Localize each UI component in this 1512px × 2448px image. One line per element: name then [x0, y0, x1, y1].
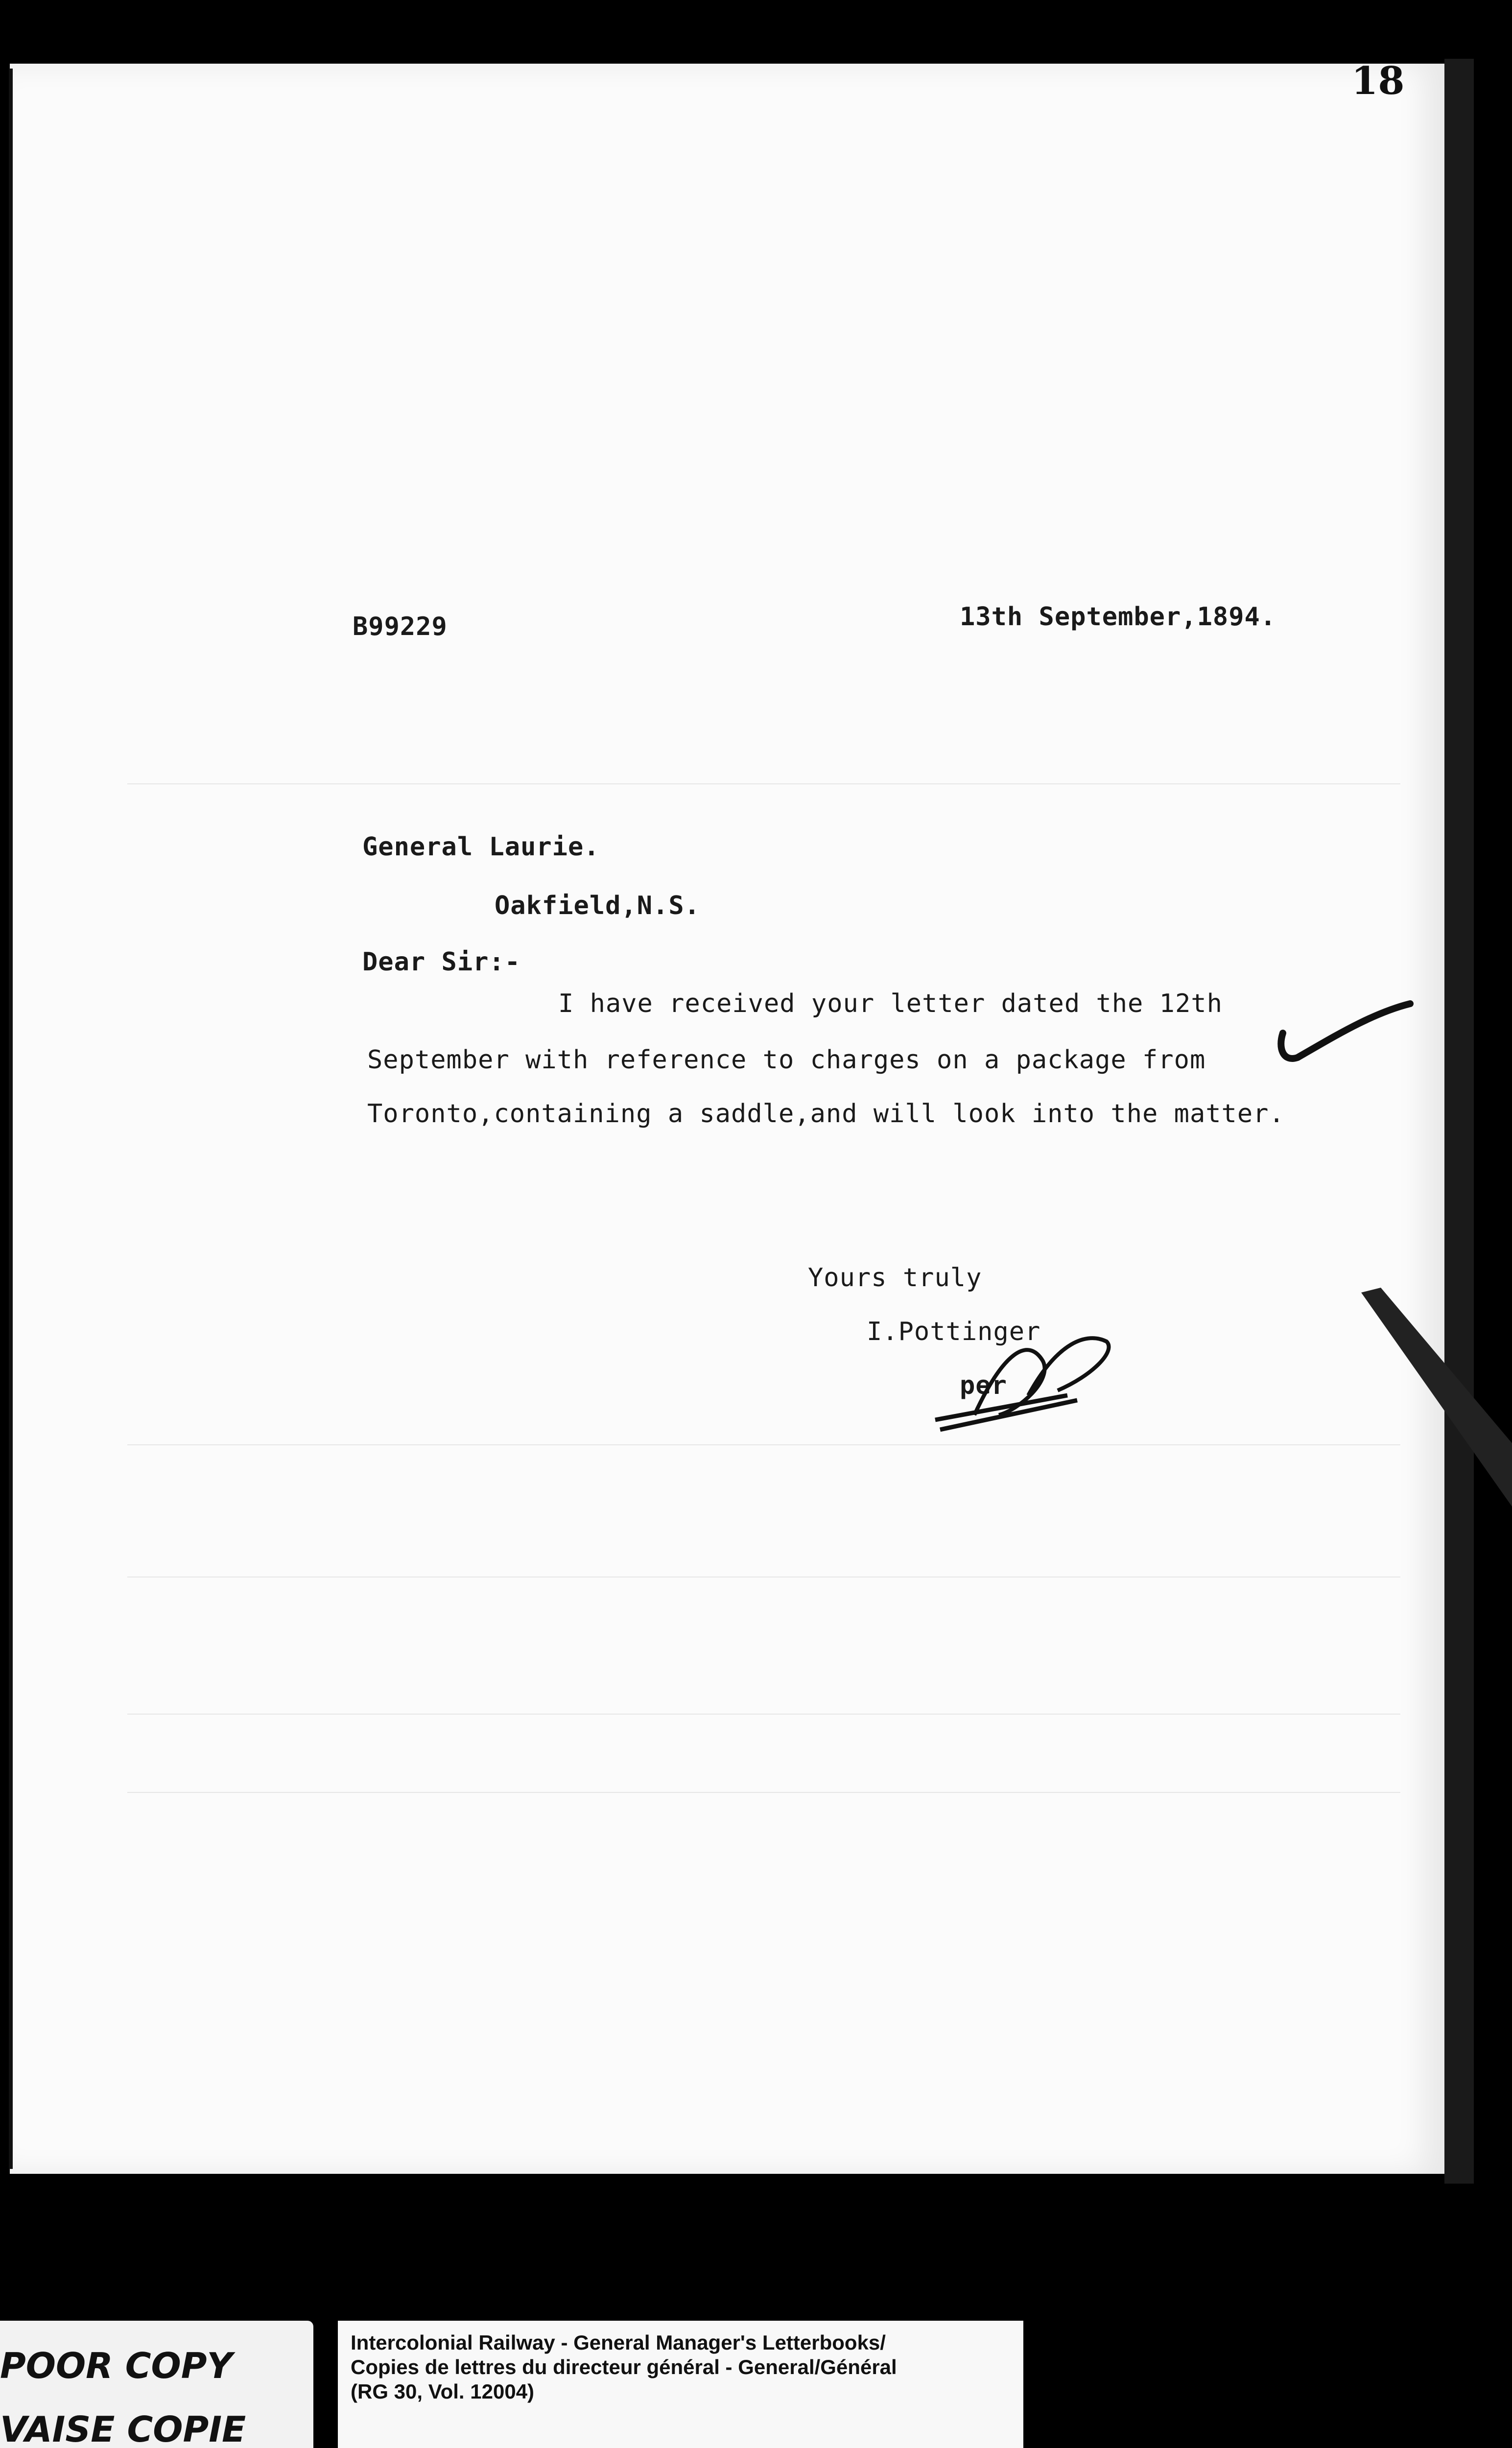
- archival-citation: [338, 2321, 1023, 2448]
- check-mark: [1273, 994, 1420, 1072]
- citation-line: Intercolonial Railway - General Manager's Letterbooks/: [351, 2331, 886, 2354]
- poor-copy-label: [0, 2321, 313, 2448]
- poor-copy-line: VAISE COPIE: [0, 2409, 246, 2448]
- citation-line: (RG 30, Vol. 12004): [351, 2380, 535, 2403]
- closing: Yours truly: [808, 1263, 982, 1293]
- binding-line: [9, 69, 13, 2169]
- citation-line: Copies de lettres du directeur général - General/Général: [351, 2355, 897, 2378]
- pen-tip: [1351, 1283, 1512, 1508]
- ruled-line: [127, 1792, 1400, 1793]
- addressee-place: Oakfield,N.S.: [495, 891, 700, 920]
- ruled-line: [127, 1714, 1400, 1715]
- letter-reference: B99229: [353, 612, 448, 641]
- body-line: September with reference to charges on a package from: [367, 1045, 1206, 1075]
- letter-date: 13th September,1894.: [960, 602, 1276, 632]
- body-line: I have received your letter dated the 12th: [558, 989, 1223, 1018]
- signature-initials-mark: [930, 1322, 1136, 1449]
- signer-name: I.Pottinger: [867, 1317, 1041, 1346]
- ruled-line: [127, 783, 1400, 784]
- body-line: Toronto,containing a saddle,and will look into the matter.: [367, 1099, 1285, 1129]
- addressee-name: General Laurie.: [362, 832, 600, 862]
- page-edge-shadow: [1444, 59, 1474, 2184]
- poor-copy-line: POOR COPY: [0, 2345, 233, 2386]
- salutation: Dear Sir:-: [362, 947, 521, 977]
- page-number: 18: [1351, 59, 1405, 103]
- ruled-line: [127, 1444, 1400, 1445]
- per-label: per: [960, 1371, 1007, 1400]
